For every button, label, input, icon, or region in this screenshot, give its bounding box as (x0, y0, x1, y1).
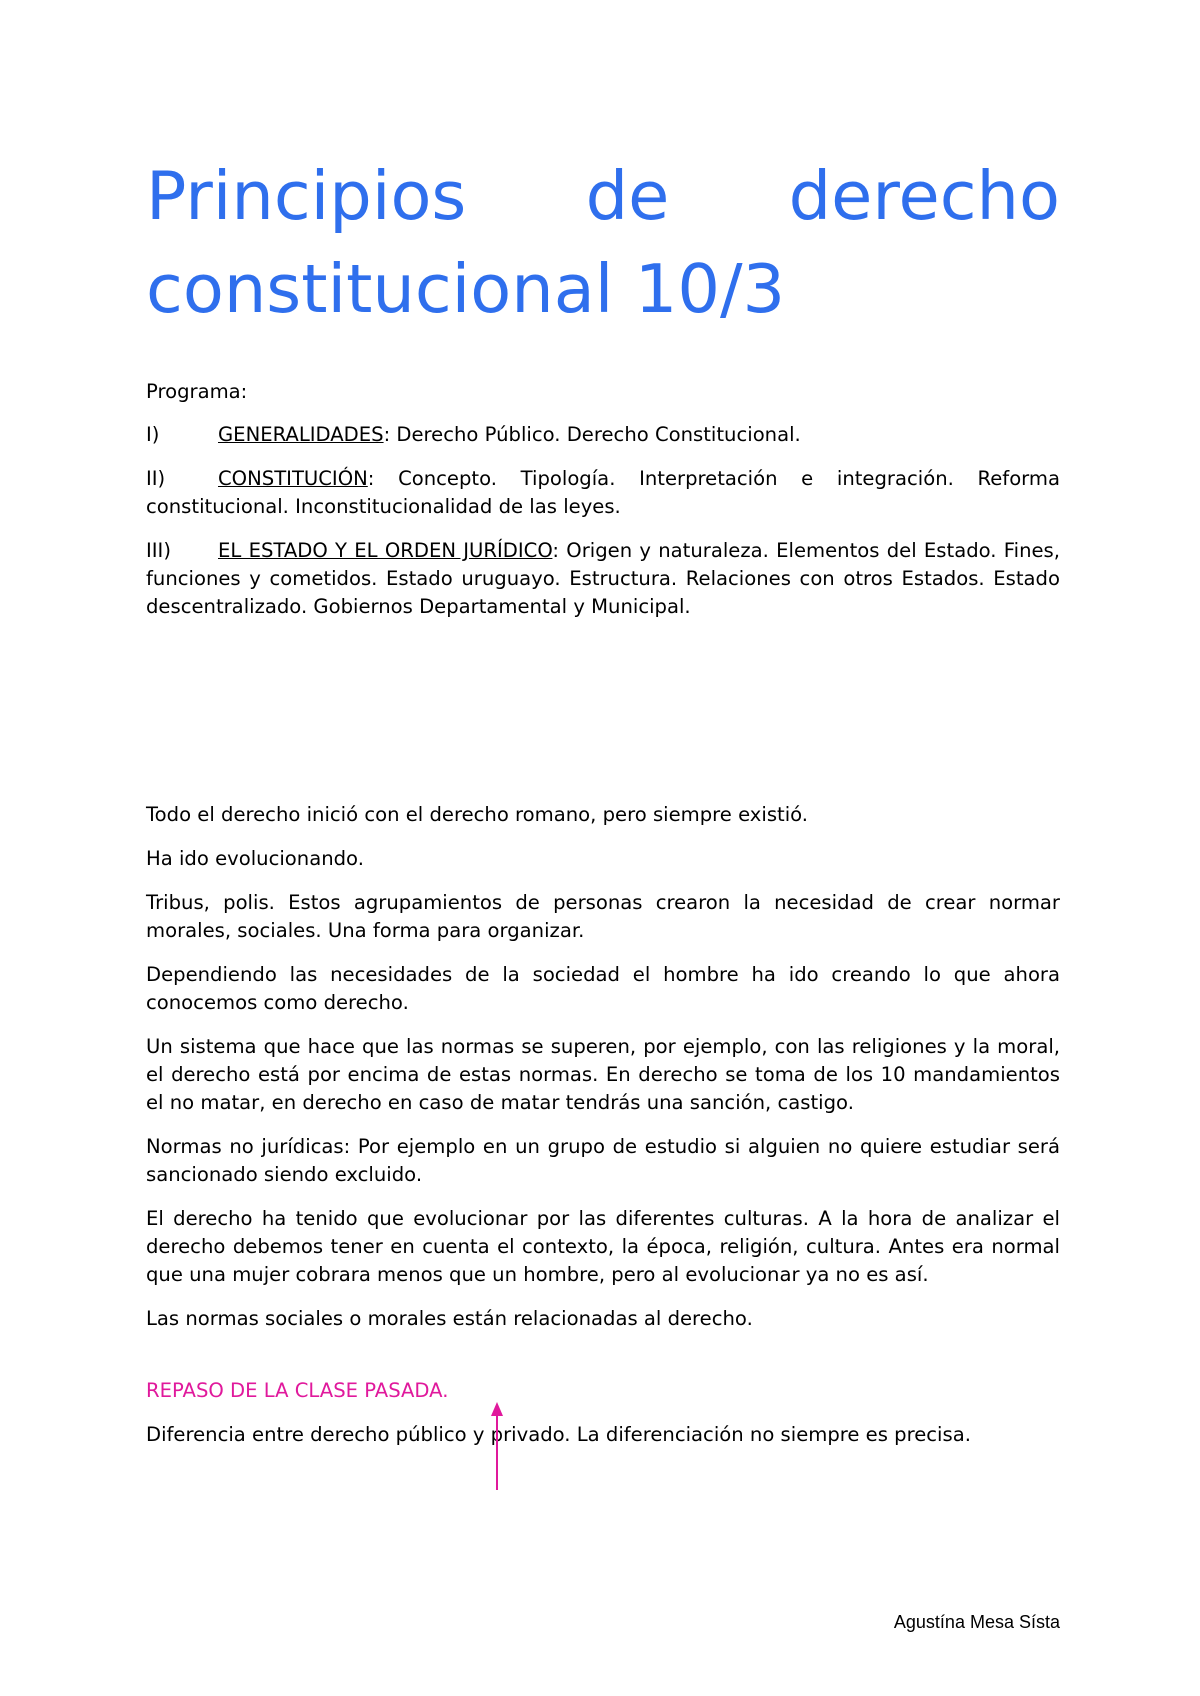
program-item-text: : Concepto. Tipología. Interpretación e integración. Reforma constitucional. Inconstitucionalidad de las leyes. (146, 467, 1060, 518)
program-item-text: : Origen y naturaleza. Elementos del Estado. Fines, funciones y cometidos. Estado uruguayo. Estructura. Relaciones con otros Estados. Estado descentralizado. Gobiernos Departamental y Municipal. (146, 539, 1060, 618)
program-item-number: II) (146, 467, 166, 490)
paragraph: Un sistema que hace que las normas se superen, por ejemplo, con las religiones y la moral, el derecho está por encima de estas normas. En derecho se toma de los 10 mandamientos el no matar, en derecho en caso de matar tendrás una sanción, castigo. (146, 1035, 1060, 1114)
document-body (146, 150, 1060, 1449)
program-item-heading: EL ESTADO Y EL ORDEN JURÍDICO (218, 539, 553, 562)
up-arrow-annotation (487, 1402, 507, 1492)
paragraph: Dependiendo las necesidades de la sociedad el hombre ha ido creando lo que ahora conocemos como derecho. (146, 963, 1060, 1014)
review-text: Diferencia entre derecho público y privado. La diferenciación no siempre es precisa. (146, 1423, 971, 1446)
program-item-number: III) (146, 539, 171, 562)
program-item-1 (146, 421, 1060, 449)
program-item-3 (146, 537, 1060, 621)
program-item-2 (146, 465, 1060, 521)
paragraph: Las normas sociales o morales están relacionadas al derecho. (146, 1307, 753, 1330)
program-item-number: I) (146, 423, 160, 446)
program-item-text: : Derecho Público. Derecho Constitucional. (383, 423, 801, 446)
paragraph: Tribus, polis. Estos agrupamientos de personas crearon la necesidad de crear normar morales, sociales. Una forma para organizar. (146, 891, 1060, 942)
review-heading: REPASO DE LA CLASE PASADA. (146, 1379, 449, 1402)
author-footer: Agustína Mesa Sísta (893, 1612, 1060, 1632)
arrow-head (491, 1402, 503, 1416)
program-item-heading: GENERALIDADES (218, 423, 384, 446)
paragraph: Normas no jurídicas: Por ejemplo en un grupo de estudio si alguien no quiere estudiar será sancionado siendo excluido. (146, 1135, 1060, 1186)
program-item-heading: CONSTITUCIÓN (218, 467, 368, 490)
program-label: Programa: (146, 380, 248, 403)
document-title: Principios de derecho constitucional 10/3 (146, 157, 1060, 328)
paragraph: Todo el derecho inició con el derecho romano, pero siempre existió. (146, 803, 809, 826)
paragraph: Ha ido evolucionando. (146, 847, 364, 870)
paragraph: El derecho ha tenido que evolucionar por las diferentes culturas. A la hora de analizar el derecho debemos tener en cuenta el contexto, la época, religión, cultura. Antes era normal que una mujer cobrara menos que un hombre, pero al evolucionar ya no es así. (146, 1207, 1060, 1286)
